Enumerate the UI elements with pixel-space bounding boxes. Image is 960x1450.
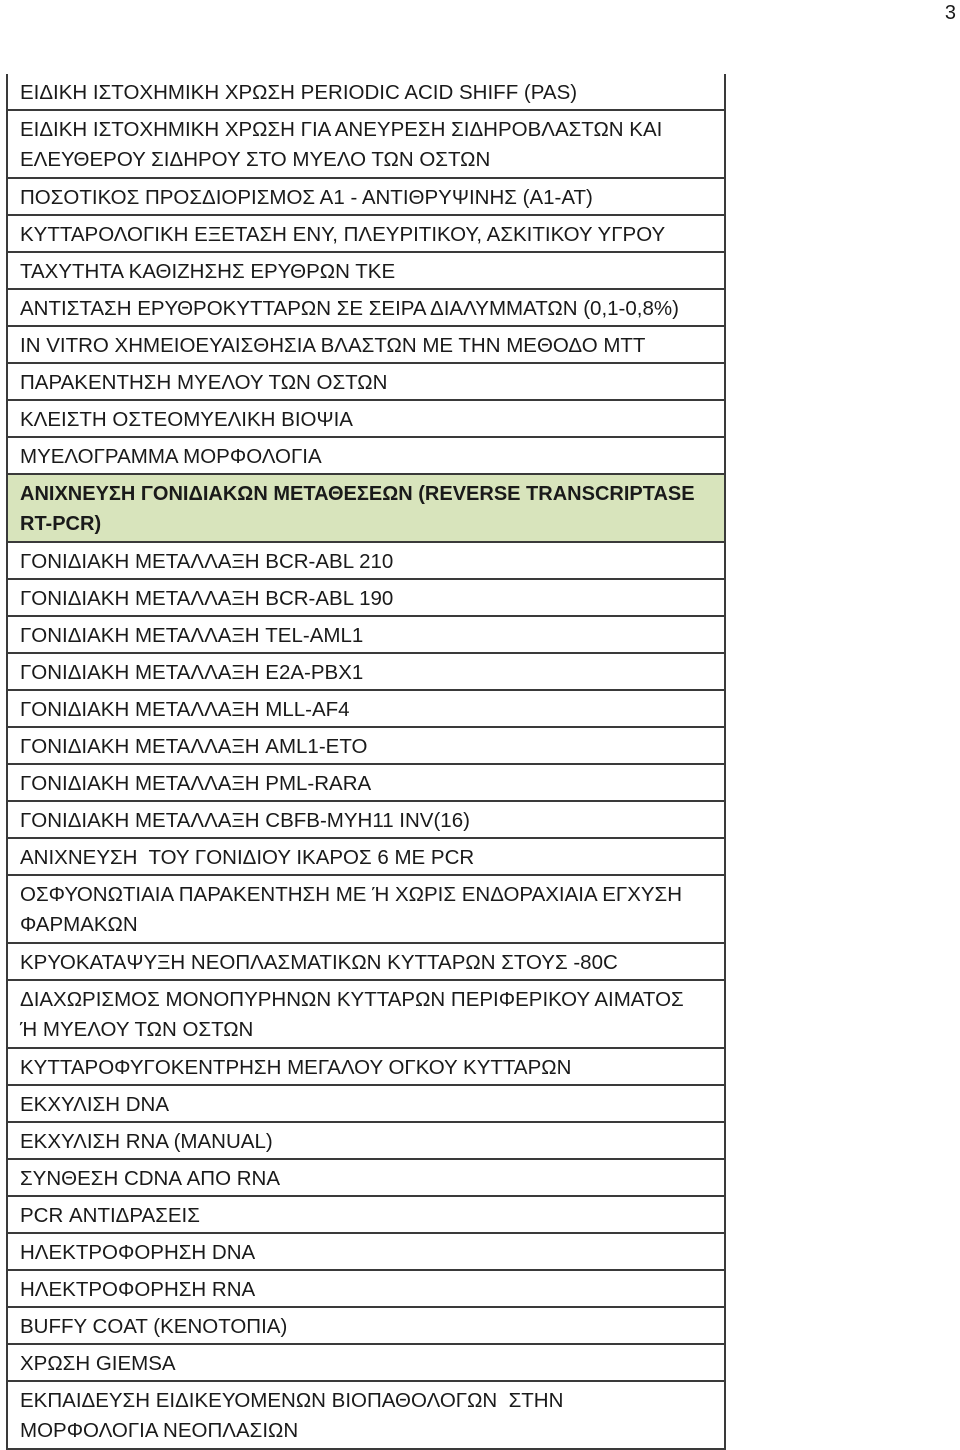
table-row: ΣΥΝΘΕΣΗ CDNA ΑΠΟ RNA — [8, 1158, 724, 1195]
table-row: ΓΟΝΙΔΙΑΚΗ ΜΕΤΑΛΛΑΞΗ PML-RARA — [8, 763, 724, 800]
table-row: ΑΝΤΙΣΤΑΣΗ ΕΡΥΘΡΟΚΥΤΤΑΡΩΝ ΣΕ ΣΕΙΡΑ ΔΙΑΛΥΜΜΑΤΩΝ (0,1-0,8%) — [8, 288, 724, 325]
section-header-row: ΑΝΙΧΝΕΥΣΗ ΓΟΝΙΔΙΑΚΩΝ ΜΕΤΑΘΕΣΕΩΝ (REVERSE TRANSCRIPTASE RT-PCR) — [8, 473, 724, 541]
table-row: ΕΙΔΙΚΗ ΙΣΤΟΧΗΜΙΚΗ ΧΡΩΣΗ PERIODIC ACID SHIFF (PAS) — [20, 81, 578, 104]
table-row: ΕΚΧΥΛΙΣΗ RNA (MANUAL) — [8, 1121, 724, 1158]
table-row: ΕΙΔΙΚΗ ΙΣΤΟΧΗΜΙΚΗ ΧΡΩΣΗ ΓΙΑ ΑΝΕΥΡΕΣΗ ΣΙΔΗΡΟΒΛΑΣΤΩΝ ΚΑΙ ΕΛΕΥΘΕΡΟΥ ΣΙΔΗΡΟΥ ΣΤΟ ΜΥΕΛΟ ΤΩΝ ΟΣΤΩΝ — [8, 109, 724, 177]
table-row: ΚΥΤΤΑΡΟΛΟΓΙΚΗ ΕΞΕΤΑΣΗ ΕΝΥ, ΠΛΕΥΡΙΤΙΚΟΥ, ΑΣΚΙΤΙΚΟΥ ΥΓΡΟΥ — [8, 214, 724, 251]
table-row: ΚΡΥΟΚΑΤΑΨΥΞΗ ΝΕΟΠΛΑΣΜΑΤΙΚΩΝ ΚΥΤΤΑΡΩΝ ΣΤΟΥΣ -80C — [8, 942, 724, 979]
table-row: ΗΛΕΚΤΡΟΦΟΡΗΣΗ DNA — [8, 1232, 724, 1269]
table-row: PCR ΑΝΤΙΔΡΑΣΕΙΣ — [8, 1195, 724, 1232]
table-row: ΓΟΝΙΔΙΑΚΗ ΜΕΤΑΛΛΑΞΗ BCR-ABL 210 — [8, 541, 724, 578]
table-row: IN VITRO ΧΗΜΕΙΟΕΥΑΙΣΘΗΣΙΑ ΒΛΑΣΤΩΝ ΜΕ ΤΗΝ ΜΕΘΟΔΟ ΜΤΤ — [8, 325, 724, 362]
table-row: ΓΟΝΙΔΙΑΚΗ ΜΕΤΑΛΛΑΞΗ AML1-ETO — [8, 726, 724, 763]
table-row: ΠΟΣΟΤΙΚΟΣ ΠΡΟΣΔΙΟΡΙΣΜΟΣ Α1 - ΑΝΤΙΘΡΥΨΙΝΗΣ (Α1-ΑΤ) — [8, 177, 724, 214]
table-row: ΗΛΕΚΤΡΟΦΟΡΗΣΗ RNA — [8, 1269, 724, 1306]
table-row: ΚΛΕΙΣΤΗ ΟΣΤΕΟΜΥΕΛΙΚΗ ΒΙΟΨΙΑ — [8, 399, 724, 436]
table-row: ΟΣΦΥΟΝΩΤΙΑΙΑ ΠΑΡΑΚΕΝΤΗΣΗ ΜΕ Ή ΧΩΡΙΣ ΕΝΔΟΡΑΧΙΑΙΑ ΕΓΧΥΣΗ ΦΑΡΜΑΚΩΝ — [8, 874, 724, 942]
table-row: BUFFY COAT (ΚΕΝΟΤΟΠΙΑ) — [8, 1306, 724, 1343]
table-row: ΧΡΩΣΗ GIEMSA — [8, 1343, 724, 1380]
table-row: ΓΟΝΙΔΙΑΚΗ ΜΕΤΑΛΛΑΞΗ MLL-AF4 — [8, 689, 724, 726]
table-row: ΓΟΝΙΔΙΑΚΗ ΜΕΤΑΛΛΑΞΗ E2A-PBX1 — [8, 652, 724, 689]
table-row: ΤΑΧΥΤΗΤΑ ΚΑΘΙΖΗΣΗΣ ΕΡΥΘΡΩΝ ΤΚΕ — [8, 251, 724, 288]
page-number: 3 — [944, 2, 956, 24]
table-row: ΕΚΠΑΙΔΕΥΣΗ ΕΙΔΙΚΕΥΟΜΕΝΩΝ ΒΙΟΠΑΘΟΛΟΓΩΝ ΣΤΗΝ ΜΟΡΦΟΛΟΓΙΑ ΝΕΟΠΛΑΣΙΩΝ — [8, 1380, 724, 1448]
table-row: ΓΟΝΙΔΙΑΚΗ ΜΕΤΑΛΛΑΞΗ TEL-AML1 — [8, 615, 724, 652]
table-row: ΑΝΙΧΝΕΥΣΗ ΤΟΥ ΓΟΝΙΔΙΟΥ ΙΚΑΡΟΣ 6 ΜΕ PCR — [8, 837, 724, 874]
table-row: ΕΚΧΥΛΙΣΗ DNA — [8, 1084, 724, 1121]
table-row: ΔΙΑΧΩΡΙΣΜΟΣ ΜΟΝΟΠΥΡΗΝΩΝ ΚΥΤΤΑΡΩΝ ΠΕΡΙΦΕΡΙΚΟΥ ΑΙΜΑΤΟΣ Ή ΜΥΕΛΟΥ ΤΩΝ ΟΣΤΩΝ — [8, 979, 724, 1047]
table-row: ΚΥΤΤΑΡΟΦΥΓΟΚΕΝΤΡΗΣΗ ΜΕΓΑΛΟΥ ΟΓΚΟΥ ΚΥΤΤΑΡΩΝ — [8, 1047, 724, 1084]
table-row: ΜΥΕΛΟΓΡΑΜΜΑ ΜΟΡΦΟΛΟΓΙΑ — [8, 436, 724, 473]
services-table — [6, 74, 726, 1450]
table-row: ΓΟΝΙΔΙΑΚΗ ΜΕΤΑΛΛΑΞΗ BCR-ABL 190 — [8, 578, 724, 615]
table-row: ΓΟΝΙΔΙΑΚΗ ΜΕΤΑΛΛΑΞΗ CBFB-MYH11 INV(16) — [8, 800, 724, 837]
table-row: ΠΑΡΑΚΕΝΤΗΣΗ ΜΥΕΛΟΥ ΤΩΝ ΟΣΤΩΝ — [8, 362, 724, 399]
